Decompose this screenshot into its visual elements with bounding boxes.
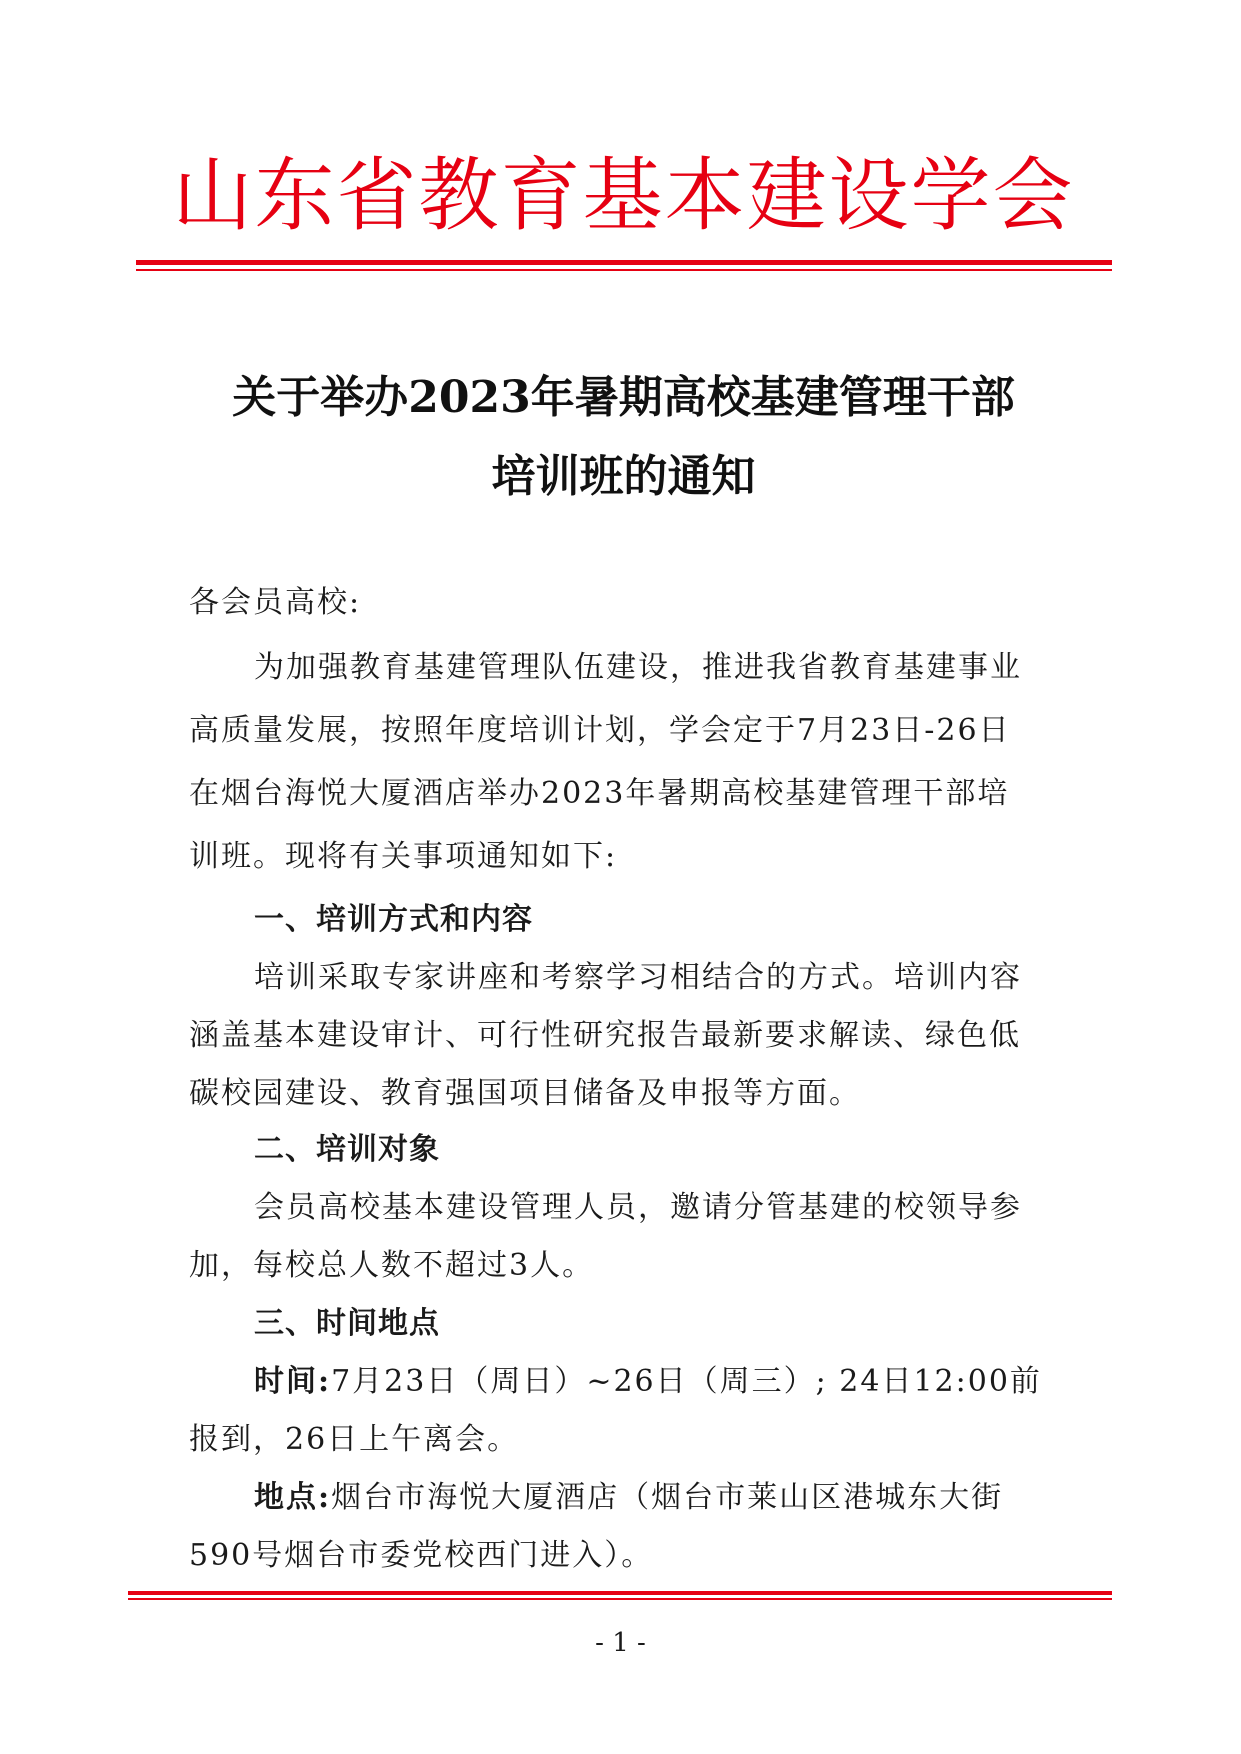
paragraph-line: 为加强教育基建管理队伍建设，推进我省教育基建事业 — [254, 650, 1022, 685]
time-line — [254, 1359, 1042, 1405]
letterhead-org-name: 山东省教育基本建设学会 — [172, 149, 1075, 242]
time-label: 时间: — [254, 1364, 332, 1399]
paragraph-line: 高质量发展，按照年度培训计划，学会定于7月23日-26日 — [189, 713, 1011, 748]
letterhead-rule-thick — [136, 260, 1112, 265]
place-value: 烟台市海悦大厦酒店（烟台市莱山区港城东大街 — [331, 1480, 1004, 1515]
document-title-line-1: 关于举办2023年暑期高校基建管理干部 — [232, 372, 1015, 423]
paragraph-line: 培训采取专家讲座和考察学习相结合的方式。培训内容 — [254, 960, 1022, 995]
paragraph-line: 报到，26日上午离会。 — [189, 1422, 520, 1457]
paragraph-line: 训班。现将有关事项通知如下: — [189, 839, 618, 874]
section-heading: 二、培训对象 — [254, 1132, 440, 1167]
paragraph-line: 涵盖基本建设审计、可行性研究报告最新要求解读、绿色低 — [189, 1018, 1021, 1053]
time-value: 7月23日（周日）~26日（周三）; 24日12:00前 — [331, 1364, 1042, 1399]
paragraph-line: 会员高校基本建设管理人员，邀请分管基建的校领导参 — [254, 1190, 1022, 1225]
place-line — [254, 1475, 1003, 1521]
paragraph-line: 在烟台海悦大厦酒店举办2023年暑期高校基建管理干部培 — [189, 776, 1010, 811]
place-label: 地点: — [254, 1480, 332, 1515]
section-heading: 一、培训方式和内容 — [254, 902, 533, 937]
salutation: 各会员高校: — [189, 585, 362, 620]
section-heading: 三、时间地点 — [254, 1306, 440, 1341]
page-number: - 1 - — [595, 1628, 646, 1658]
footer-rule-thin — [128, 1598, 1112, 1600]
letterhead-rule-thin — [136, 269, 1112, 271]
paragraph-line: 590号烟台市委党校西门进入）。 — [189, 1538, 654, 1573]
footer-rule-thick — [128, 1591, 1112, 1595]
document-title-line-2: 培训班的通知 — [491, 451, 756, 502]
paragraph-line: 碳校园建设、教育强国项目储备及申报等方面。 — [189, 1076, 861, 1111]
paragraph-line: 加，每校总人数不超过3人。 — [189, 1248, 595, 1283]
